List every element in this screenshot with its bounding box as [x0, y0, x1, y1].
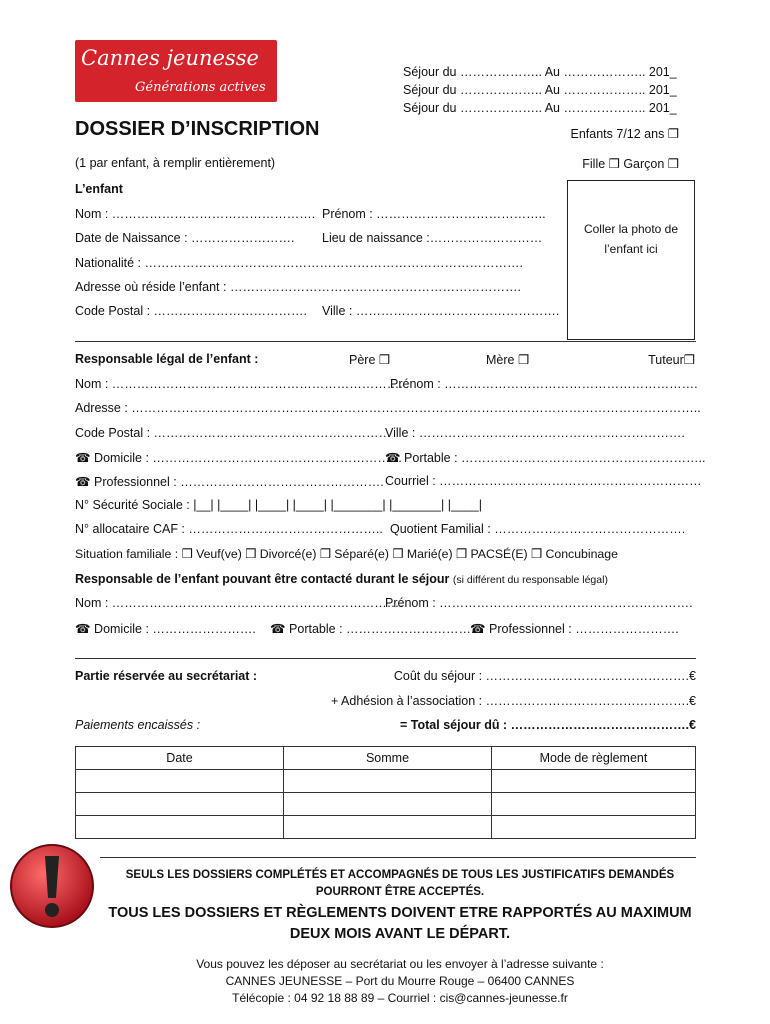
- cannes-jeunesse-logo: [75, 40, 277, 102]
- submission-instructions: Vous pouvez les déposer au secrétariat ou les envoyer à l’adresse suivante :: [196, 957, 604, 971]
- payments-table: [75, 746, 696, 839]
- quotient-field[interactable]: Quotient Familial : ……………………………………….: [390, 522, 686, 536]
- guardian-mobile-field[interactable]: ☎ Portable : …………………………………………………..: [385, 451, 706, 465]
- stay-contact-heading: Responsable de l’enfant pouvant être contacté durant le séjour: [75, 572, 450, 586]
- child-birthplace-field[interactable]: Lieu de naissance :………………………: [322, 231, 543, 245]
- col-amount: Somme: [284, 747, 492, 770]
- deadline-notice: TOUS LES DOSSIERS ET RÈGLEMENTS DOIVENT ETRE RAPPORTÉS AU MAXIMUM DEUX MOIS AVANT LE DÉPART.: [108, 905, 692, 942]
- guardian-home-phone-field[interactable]: ☎ Domicile : ……………………………………………………: [75, 451, 403, 465]
- stay-contact-heading-row: [75, 572, 608, 586]
- stay-cost-field[interactable]: Coût du séjour : ………………………………………….€: [393, 669, 696, 683]
- stay-contact-name-field[interactable]: Nom : …………………………………………………………….: [75, 596, 403, 610]
- warning-exclamation-icon: [8, 842, 96, 930]
- social-security-field[interactable]: N° Sécurité Sociale : |__| |____| |____| |____| |_______| |_______| |____|: [75, 498, 483, 512]
- caf-number-field[interactable]: N° allocataire CAF : ………………………………………..: [75, 522, 383, 536]
- guardian-section-heading: Responsable légal de l’enfant :: [75, 352, 259, 366]
- col-date: Date: [76, 747, 284, 770]
- postal-address: CANNES JEUNESSE – Port du Mourre Rouge – 06400 CANNES: [225, 974, 575, 988]
- guardian-work-phone-field[interactable]: ☎ Professionnel : ………………………………………….: [75, 475, 384, 489]
- guardian-city-field[interactable]: Ville : ……………………………………………………….: [385, 426, 685, 440]
- page-title: DOSSIER D’INSCRIPTION: [75, 118, 320, 140]
- photo-box: [567, 180, 695, 340]
- table-cell[interactable]: [76, 793, 284, 816]
- guardian-email-field[interactable]: Courriel : ………………………………………………………: [385, 474, 702, 488]
- page-subtitle: (1 par enfant, à remplir entièrement): [75, 156, 276, 170]
- sejour-line-1[interactable]: Séjour du ……………….. Au ……………….. 201_: [403, 65, 677, 79]
- table-cell[interactable]: [284, 770, 492, 793]
- tutor-checkbox[interactable]: Tuteur❒: [648, 353, 695, 367]
- child-section-heading: L’enfant: [75, 182, 123, 196]
- sex-checkboxes[interactable]: Fille ❒ Garçon ❒: [582, 157, 679, 171]
- col-payment-mode: Mode de règlement: [492, 747, 696, 770]
- child-birthdate-field[interactable]: Date de Naissance : …………………….: [75, 231, 295, 245]
- age-group-checkbox[interactable]: Enfants 7/12 ans ❒: [570, 127, 679, 141]
- stay-contact-note: (si différent du responsable légal): [452, 574, 608, 586]
- child-city-field[interactable]: Ville : ………………………………………….: [322, 304, 560, 318]
- guardian-name-field[interactable]: Nom : …………………………………………………………….: [75, 377, 403, 391]
- table-cell[interactable]: [492, 793, 696, 816]
- photo-instructions: Coller la photo de l’enfant ici: [583, 222, 679, 256]
- divider: [100, 857, 696, 858]
- table-cell[interactable]: [76, 816, 284, 839]
- child-postcode-field[interactable]: Code Postal : ……………………………….: [75, 304, 307, 318]
- father-checkbox[interactable]: Père ❒: [349, 353, 391, 367]
- guardian-postcode-field[interactable]: Code Postal : …………………………………………………: [75, 426, 392, 440]
- table-row: [76, 770, 696, 793]
- table-cell[interactable]: [284, 793, 492, 816]
- guardian-firstname-field[interactable]: Prénom : …………………………………………………….: [390, 377, 698, 391]
- child-name-field[interactable]: Nom : ………………………………………….: [75, 207, 316, 221]
- stay-contact-mobile-field[interactable]: ☎ Portable : ………………………….: [270, 622, 475, 636]
- membership-fee-field[interactable]: + Adhésion à l’association : ………………………………………….€: [330, 694, 696, 708]
- logo-name: Cannes jeunesse: [81, 46, 259, 70]
- table-cell[interactable]: [492, 770, 696, 793]
- mother-checkbox[interactable]: Mère ❒: [486, 353, 530, 367]
- logo-tagline: Générations actives: [135, 80, 266, 95]
- sejour-line-3[interactable]: Séjour du ……………….. Au ……………….. 201_: [403, 101, 677, 115]
- child-firstname-field[interactable]: Prénom : …………………………………..: [322, 207, 546, 221]
- sejour-line-2[interactable]: Séjour du ……………….. Au ……………….. 201_: [403, 83, 677, 97]
- family-situation-checkboxes[interactable]: Situation familiale : ❒ Veuf(ve) ❒ Divorcé(e) ❒ Séparé(e) ❒ Marié(e) ❒ PACSÉ(E) ❒ Concubinage: [75, 547, 618, 561]
- divider: [75, 341, 696, 342]
- table-cell[interactable]: [284, 816, 492, 839]
- stay-contact-home-phone-field[interactable]: ☎ Domicile : …………………….: [75, 622, 256, 636]
- child-nationality-field[interactable]: Nationalité : ……………………………………………………………………………….: [75, 256, 523, 270]
- child-address-field[interactable]: Adresse où réside l’enfant : …………………………………………………………….: [75, 280, 521, 294]
- table-cell[interactable]: [492, 816, 696, 839]
- office-section-heading: Partie réservée au secrétariat :: [75, 669, 258, 683]
- stay-contact-work-phone-field[interactable]: ☎ Professionnel : …………………….: [470, 622, 679, 636]
- table-header-row: [76, 747, 696, 770]
- table-cell[interactable]: [76, 770, 284, 793]
- submission-address: [95, 956, 705, 1007]
- table-row: [76, 793, 696, 816]
- fax-email-line: Télécopie : 04 92 18 88 89 – Courriel : cis@cannes-jeunesse.fr: [232, 991, 568, 1005]
- payments-label: Paiements encaissés :: [75, 718, 201, 732]
- stay-contact-firstname-field[interactable]: Prénom : …………………………………………………….: [385, 596, 693, 610]
- warning-notice: SEULS LES DOSSIERS COMPLÉTÉS ET ACCOMPAGNÉS DE TOUS LES JUSTIFICATIFS DEMANDÉS POURRONT ÊTRE ACCEPTÉS.: [125, 869, 675, 898]
- divider: [75, 658, 696, 659]
- table-row: [76, 816, 696, 839]
- guardian-address-field[interactable]: Adresse : ………………………………………………………………………………………………………………………..: [75, 401, 701, 415]
- total-due-field[interactable]: = Total séjour dû : …………………………………….€: [400, 718, 696, 732]
